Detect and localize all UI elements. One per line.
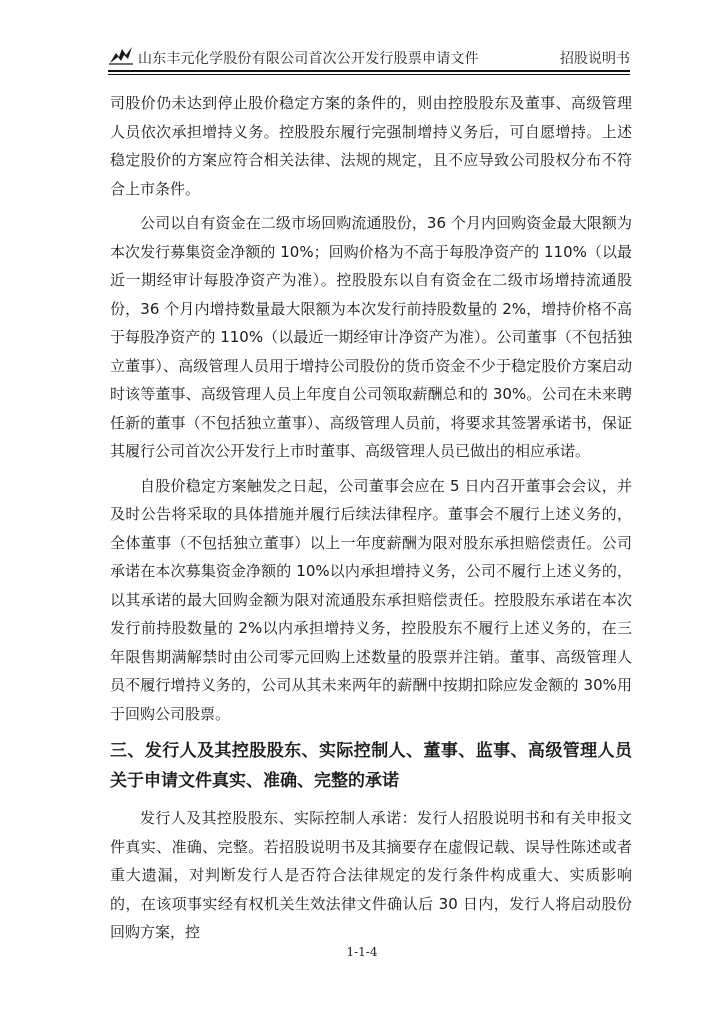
header-doc-type: 招股说明书 xyxy=(560,51,630,67)
company-logo-icon xyxy=(108,45,134,65)
paragraph-continuation: 司股价仍未达到停止股价稳定方案的条件的，则由控股股东及董事、高级管理人员依次承担增持义务。控股股东履行完强制增持义务后，可自愿增持。上述稳定股价的方案应符合相关法律、法规的规定，且不应导致公司股权分布不符合上市条件。 xyxy=(110,94,632,198)
header-divider-thin xyxy=(108,74,630,75)
section-heading: 三、发行人及其控股股东、实际控制人、董事、监事、高级管理人员关于申请文件真实、准确、完整的承诺 xyxy=(110,741,632,791)
document-body xyxy=(110,89,632,953)
header-company-title: 山东丰元化学股份有限公司首次公开发行股票申请文件 xyxy=(138,51,479,67)
paragraph-issuer-commitment: 发行人及其控股股东、实际控制人承诺：发行人招股说明书和有关申报文件真实、准确、完整。若招股说明书及其摘要存在虚假记载、误导性陈述或者重大遗漏，对判断发行人是否符合法律规定的发行条件构成重大、实质影响的，在该项事实经有权机关生效法律文件确认后 30 日内，发行人将启动股份回购方案，控 xyxy=(110,809,632,941)
paragraph-repurchase-terms: 公司以自有资金在二级市场回购流通股份，36 个月内回购资金最大限额为本次发行募集资金净额的 10%；回购价格为不高于每股净资产的 110%（以最近一期经审计每股净资产为准）。控股股东以自有资金在二级市场增持流通股份，36 个月内增持数量最大限额为本次发行前持股数量的 2%，增持价格不高于每股净资产的 110%（以最近一期经审计净资产为准）。公司董事（不包括独立董事）、高级管理人员用于增持公司股份的货币资金不少于稳定股价方案启动时该等董事、高级管理人员上年度自公司领取薪酬总和的 30%。公司在未来聘任新的董事（不包括独立董事）、高级管理人员前，将要求其签署承诺书，保证其履行公司首次公开发行上市时董事、高级管理人员已做出的相应承诺。 xyxy=(110,214,632,460)
page-header xyxy=(108,40,630,74)
page-number: 1-1-4 xyxy=(346,945,378,959)
header-divider-thick xyxy=(108,70,630,72)
paragraph-board-obligations: 自股价稳定方案触发之日起，公司董事会应在 5 日内召开董事会会议，并及时公告将采取的具体措施并履行后续法律程序。董事会不履行上述义务的，全体董事（不包括独立董事）以上一年度薪酬为限对股东承担赔偿责任。公司承诺在本次募集资金净额的 10%以内承担增持义务，公司不履行上述义务的，以其承诺的最大回购金额为限对流通股东承担赔偿责任。控股股东承诺在本次发行前持股数量的 2%以内承担增持义务，控股股东不履行上述义务的，在三年限售期满解禁时由公司零元回购上述数量的股票并注销。董事、高级管理人员不履行增持义务的，公司从其未来两年的薪酬中按期扣除应发金额的 30%用于回购公司股票。 xyxy=(110,476,632,723)
